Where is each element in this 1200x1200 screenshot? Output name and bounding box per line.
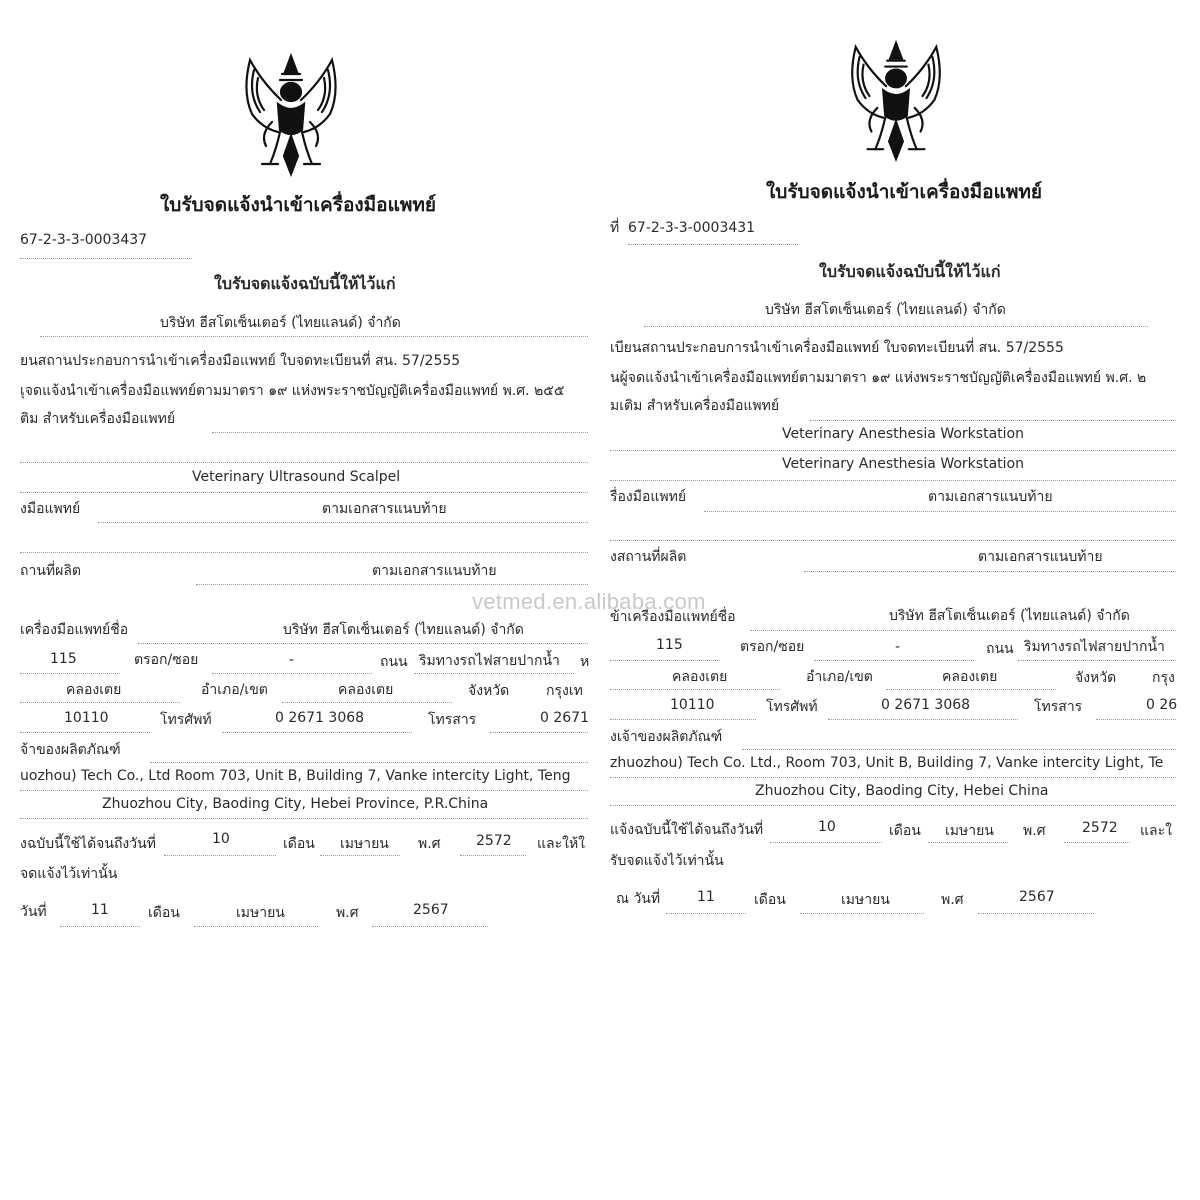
device-label: รื่องมือแพทย์ <box>610 489 687 505</box>
dotted-line <box>610 719 756 720</box>
district-label: อำเภอ/เขต <box>806 669 873 685</box>
dotted-line <box>138 643 588 644</box>
fax-value: 0 2671 <box>540 710 589 726</box>
phone-value: 0 2671 3068 <box>275 710 365 726</box>
dotted-line <box>20 818 588 819</box>
road-value: ริมทางรถไฟสายปากน้ำ <box>1024 639 1165 655</box>
law-line: นผู้จดแจ้งนำเข้าเครื่องมือแพทย์ตามมาตรา ๑๙ แห่งพระราชบัญญัติเครื่องมือแพทย์ พ.ศ. ๒ <box>610 370 1147 386</box>
valid-month: เมษายน <box>945 823 994 839</box>
addition-line: ติม สำหรับเครื่องมือแพทย์ <box>20 411 176 427</box>
district-value: คลองเตย <box>338 682 394 698</box>
dotted-line <box>20 258 192 259</box>
device-name-1: Veterinary Anesthesia Workstation <box>782 426 1024 442</box>
district-value: คลองเตย <box>942 669 998 685</box>
dotted-line <box>610 777 1176 778</box>
device-per-attached: ตามเอกสารแนบท้าย <box>928 489 1053 505</box>
dotted-line <box>704 511 1176 512</box>
issued-to-heading: ใบรับจดแจ้งฉบับนี้ให้ไว้แก่ <box>819 262 1001 281</box>
road-label: ถนน <box>380 654 408 670</box>
dotted-line <box>1018 660 1176 661</box>
dotted-line <box>164 855 276 856</box>
dotted-line <box>978 913 1094 914</box>
issue-month-label: เดือน <box>148 905 180 921</box>
dotted-line <box>212 432 588 433</box>
dotted-line <box>804 571 1176 572</box>
dotted-line <box>610 540 1176 541</box>
dotted-line <box>750 630 1176 631</box>
importer-label: เครื่องมือแพทย์ชื่อ <box>20 622 129 638</box>
importer-value: บริษัท ฮีสโตเซ็นเตอร์ (ไทยแลนด์) จำกัด <box>283 622 524 638</box>
valid-year: 2572 <box>1082 820 1118 836</box>
dotted-line <box>20 673 120 674</box>
certificate-number-prefix: ที่ <box>610 220 620 236</box>
dotted-line <box>666 913 746 914</box>
product-owner-label: งเจ้าของผลิตภัณฑ์ <box>610 729 723 745</box>
and-label: และให้ใ <box>537 836 586 852</box>
device-per-attached: ตามเอกสารแนบท้าย <box>322 501 447 517</box>
fax-value: 0 26 <box>1146 697 1178 713</box>
dotted-line <box>610 450 1176 451</box>
fax-label: โทรสาร <box>1034 699 1083 715</box>
device-name-2: Veterinary Anesthesia Workstation <box>782 456 1024 472</box>
product-owner-address-1: zhuozhou) Tech Co. Ltd., Room 703, Unit B, Building 7, Vanke intercity Light, Te <box>610 755 1164 771</box>
issue-date-label: ณ วันที่ <box>616 891 661 907</box>
manufacturing-site-value: ตามเอกสารแนบท้าย <box>372 563 497 579</box>
device-label: งมือแพทย์ <box>20 501 81 517</box>
phone-label: โทรศัพท์ <box>766 699 818 715</box>
issue-year: 2567 <box>1019 889 1055 905</box>
province-value: กรุง <box>1152 670 1175 686</box>
province-label: จังหวัด <box>468 683 510 699</box>
importer-value: บริษัท ฮีสโตเซ็นเตอร์ (ไทยแลนด์) จำกัด <box>889 608 1130 624</box>
device-name: Veterinary Ultrasound Scalpel <box>192 469 401 485</box>
road-extra: ห <box>580 654 590 670</box>
valid-tail-text: รับจดแจ้งไว้เท่านั้น <box>610 853 724 869</box>
alley-value: - <box>289 652 295 668</box>
valid-be-label: พ.ศ <box>418 836 441 852</box>
province-value: กรุงเท <box>546 683 583 699</box>
issue-year: 2567 <box>413 902 449 918</box>
issue-date-label: วันที่ <box>20 904 47 920</box>
dotted-line <box>928 842 1008 843</box>
dotted-line <box>814 660 974 661</box>
and-label: และใ <box>1140 823 1172 839</box>
dotted-line <box>610 480 1176 481</box>
dotted-line <box>828 719 1018 720</box>
dotted-line <box>460 855 526 856</box>
road-label: ถนน <box>986 641 1014 657</box>
issue-be-label: พ.ศ <box>941 892 964 908</box>
alley-label: ตรอก/ซอย <box>134 652 199 668</box>
issue-month-label: เดือน <box>754 892 786 908</box>
dotted-line <box>222 732 412 733</box>
left-certificate <box>0 0 588 960</box>
issued-to-heading: ใบรับจดแจ้งฉบับนี้ให้ไว้แก่ <box>214 274 396 293</box>
dotted-line <box>610 689 780 690</box>
product-owner-label: จ้าของผลิตภัณฑ์ <box>20 742 121 758</box>
company-name: บริษัท ฮีสโตเซ็นเตอร์ (ไทยแลนด์) จำกัด <box>765 302 1006 318</box>
manufacturing-site-label: ถานที่ผลิต <box>20 563 82 579</box>
dotted-line <box>20 462 588 463</box>
dotted-line <box>196 584 588 585</box>
valid-be-label: พ.ศ <box>1023 823 1046 839</box>
dotted-line <box>150 762 588 763</box>
garuda-emblem <box>232 52 350 178</box>
company-name: บริษัท ฮีสโตเซ็นเตอร์ (ไทยแลนด์) จำกัด <box>160 315 401 331</box>
dotted-line <box>20 552 588 553</box>
right-certificate <box>600 0 1176 960</box>
law-line: เุจดแจ้งนำเข้าเครื่องมือแพทย์ตามมาตรา ๑๙ แห่งพระราชบัญญัติเครื่องมือแพทย์ พ.ศ. ๒๕๕ <box>20 383 565 399</box>
dotted-line <box>1096 719 1176 720</box>
dotted-line <box>628 244 798 245</box>
product-owner-address-1: uozhou) Tech Co., Ltd Room 703, Unit B, Building 7, Vanke intercity Light, Teng <box>20 768 571 784</box>
valid-tail-text: จดแจ้งไว้เท่านั้น <box>20 866 118 882</box>
certificate-title: ใบรับจดแจ้งนำเข้าเครื่องมือแพทย์ <box>766 181 1043 203</box>
dotted-line <box>886 689 1056 690</box>
manufacturing-site-label: งสถานที่ผลิต <box>610 549 687 565</box>
dotted-line <box>60 926 140 927</box>
phone-value: 0 2671 3068 <box>881 697 971 713</box>
addition-line: มเติม สำหรับเครื่องมือแพทย์ <box>610 398 780 414</box>
valid-day: 10 <box>818 819 836 835</box>
alley-value: - <box>895 639 901 655</box>
dotted-line <box>800 913 924 914</box>
valid-until-label: งฉบับนี้ใช้ได้จนถึงวันที่ <box>20 836 156 852</box>
importer-label: ข้าเครื่องมือแพทย์ชื่อ <box>610 609 736 625</box>
valid-day: 10 <box>212 831 230 847</box>
valid-month-label: เดือน <box>283 836 315 852</box>
dotted-line <box>414 673 574 674</box>
dotted-line <box>40 336 588 337</box>
dotted-line <box>610 660 720 661</box>
garuda-emblem <box>838 38 954 164</box>
house-number: 115 <box>50 651 77 667</box>
registration-line: ยนสถานประกอบการนำเข้าเครื่องมือแพทย์ ใบจดทะเบียนที่ สน. 57/2555 <box>20 353 461 369</box>
postcode: 10110 <box>670 697 715 713</box>
dotted-line <box>1064 842 1130 843</box>
valid-year: 2572 <box>476 833 512 849</box>
postcode: 10110 <box>64 710 109 726</box>
dotted-line <box>610 805 1176 806</box>
dotted-line <box>20 790 588 791</box>
valid-month-label: เดือน <box>889 823 921 839</box>
dotted-line <box>320 855 400 856</box>
house-number: 115 <box>656 637 683 653</box>
district-label: อำเภอ/เขต <box>201 682 268 698</box>
registration-line: เบียนสถานประกอบการนำเข้าเครื่องมือแพทย์ ใบจดทะเบียนที่ สน. 57/2555 <box>610 340 1064 356</box>
dotted-line <box>810 420 1176 421</box>
dotted-line <box>212 673 372 674</box>
phone-label: โทรศัพท์ <box>160 712 212 728</box>
dotted-line <box>20 492 588 493</box>
valid-month: เมษายน <box>340 836 389 852</box>
dotted-line <box>742 749 1176 750</box>
certificate-number: 67-2-3-3-0003431 <box>628 220 756 236</box>
issue-month: เมษายน <box>236 905 285 921</box>
dotted-line <box>644 326 1148 327</box>
product-owner-address-2: Zhuozhou City, Baoding City, Hebei Province, P.R.China <box>102 796 489 812</box>
dotted-line <box>490 732 588 733</box>
alley-label: ตรอก/ซอย <box>740 639 805 655</box>
issue-day: 11 <box>91 902 109 918</box>
manufacturing-site-value: ตามเอกสารแนบท้าย <box>978 549 1103 565</box>
dotted-line <box>98 522 588 523</box>
dotted-line <box>372 926 488 927</box>
issue-be-label: พ.ศ <box>336 905 359 921</box>
issue-day: 11 <box>697 889 715 905</box>
certificate-number: 67-2-3-3-0003437 <box>20 232 148 248</box>
road-value: ริมทางรถไฟสายปากน้ำ <box>419 653 560 669</box>
subdistrict-value: คลองเตย <box>672 669 728 685</box>
subdistrict-value: คลองเตย <box>66 682 122 698</box>
fax-label: โทรสาร <box>428 712 477 728</box>
dotted-line <box>770 842 882 843</box>
valid-until-label: แจ้งฉบับนี้ใช้ได้จนถึงวันที่ <box>610 822 764 838</box>
dotted-line <box>282 702 452 703</box>
certificate-title: ใบรับจดแจ้งนำเข้าเครื่องมือแพทย์ <box>160 194 437 216</box>
dotted-line <box>20 732 150 733</box>
issue-month: เมษายน <box>841 892 890 908</box>
product-owner-address-2: Zhuozhou City, Baoding City, Hebei China <box>755 783 1049 799</box>
watermark-text: vetmed.en.alibaba.com <box>472 589 706 614</box>
province-label: จังหวัด <box>1075 670 1117 686</box>
dotted-line <box>20 702 180 703</box>
dotted-line <box>194 926 318 927</box>
